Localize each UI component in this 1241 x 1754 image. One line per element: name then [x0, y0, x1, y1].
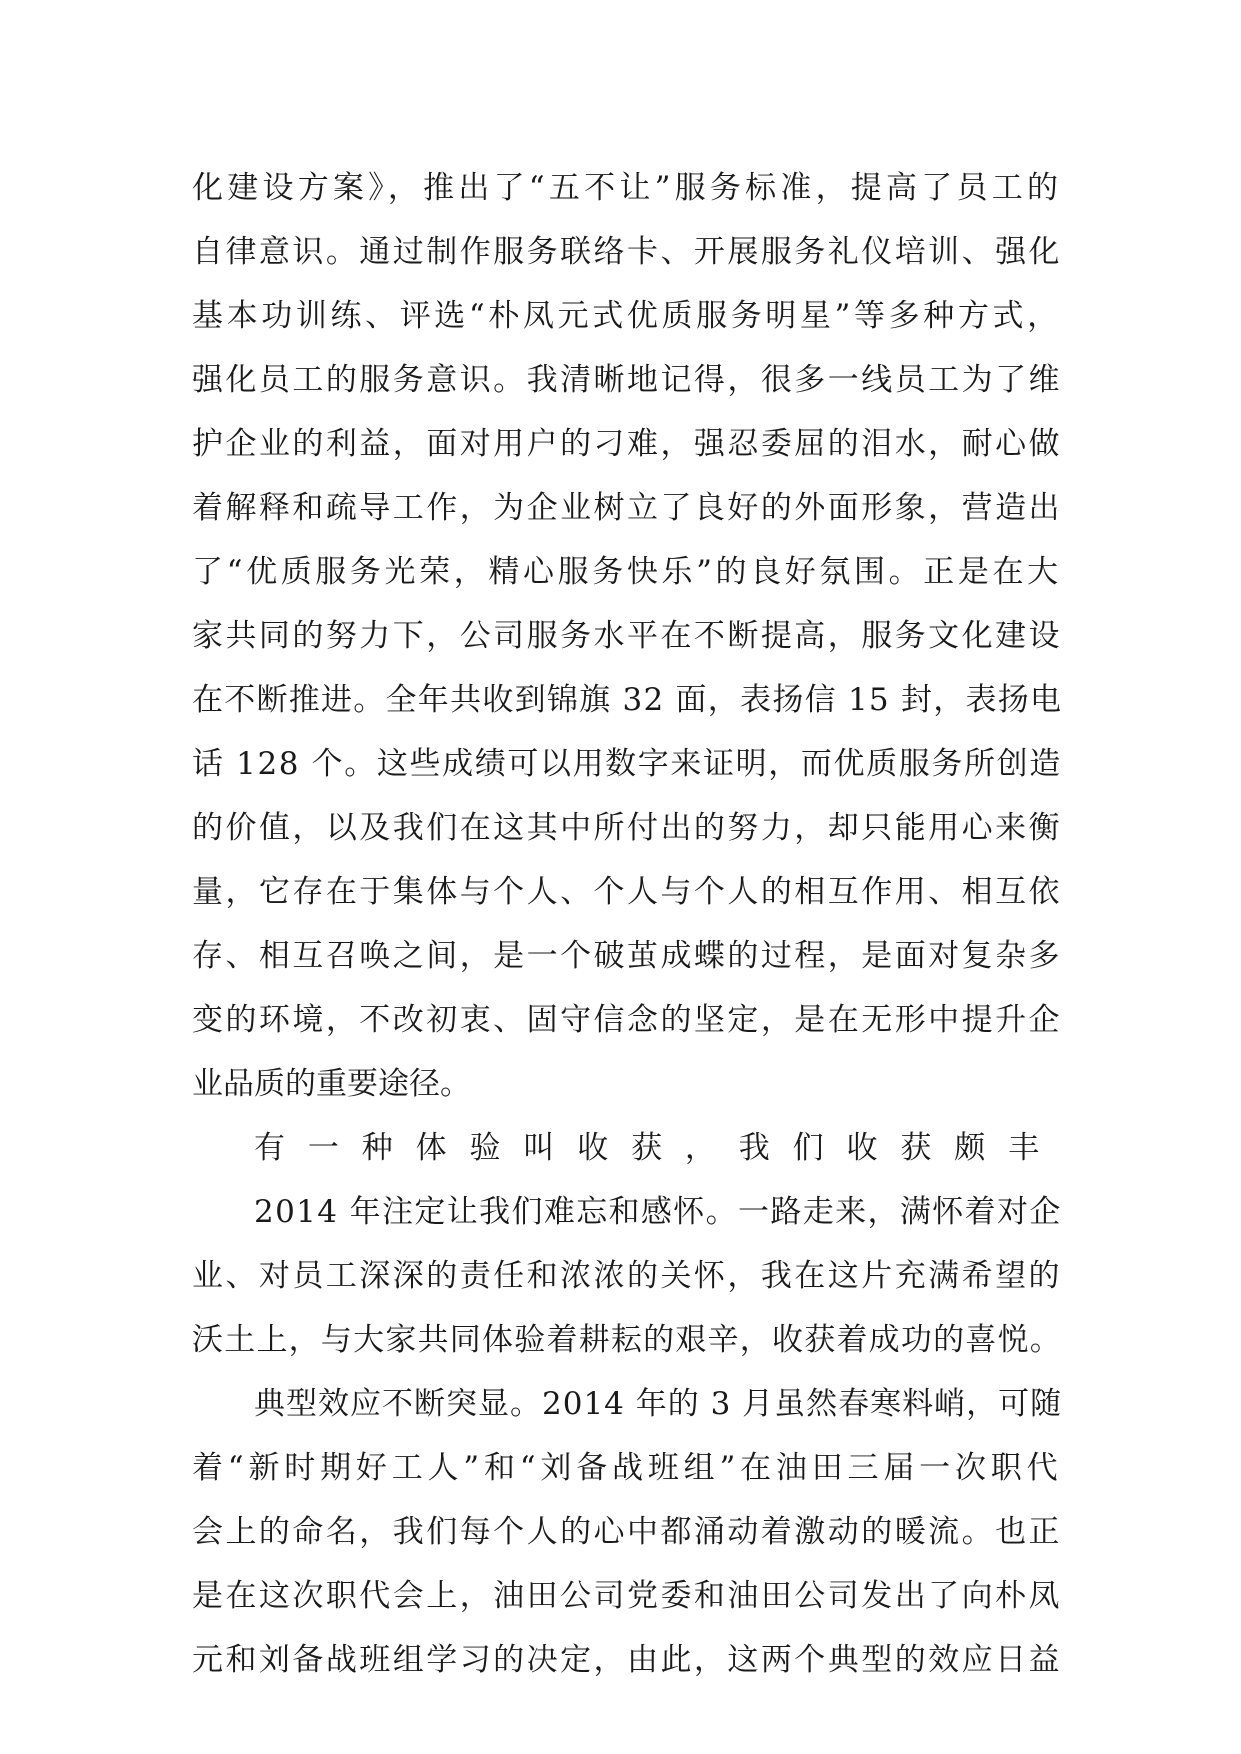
text-line: 护企业的利益，面对用户的刁难，强忍委屈的泪水，耐心做 — [192, 426, 1062, 462]
text-line: 是在这次职代会上，油田公司党委和油田公司发出了向朴凤 — [192, 1578, 1062, 1614]
text-line: 话 128 个。这些成绩可以用数字来证明，而优质服务所创造 — [192, 746, 1062, 782]
text-line: 沃土上，与大家共同体验着耕耘的艰辛，收获着成功的喜悦。 — [192, 1322, 1062, 1358]
text-line: 化建设方案》，推出了“五不让”服务标准，提高了员工的 — [192, 170, 1063, 206]
text-line: 着“新时期好工人”和“刘备战班组”在油田三届一次职代 — [192, 1450, 1063, 1486]
text-line: 业、对员工深深的责任和浓浓的关怀，我在这片充满希望的 — [192, 1258, 1062, 1294]
text-line: 家共同的努力下，公司服务水平在不断提高，服务文化建设 — [192, 618, 1062, 654]
text-line: 典型效应不断突显。2014 年的 3 月虽然春寒料峭，可随 — [254, 1386, 1063, 1422]
text-line: 业品质的重要途径。 — [192, 1066, 471, 1102]
text-line: 的价值，以及我们在这其中所付出的努力，却只能用心来衡 — [192, 810, 1062, 846]
text-line: 变的环境，不改初衷、固守信念的坚定，是在无形中提升企 — [192, 1002, 1062, 1038]
text-line: 在不断推进。全年共收到锦旗 32 面，表扬信 15 封，表扬电 — [192, 682, 1063, 718]
text-line: 存、相互召唤之间，是一个破茧成蝶的过程，是面对复杂多 — [192, 938, 1062, 974]
text-line: 了“优质服务光荣，精心服务快乐”的良好氛围。正是在大 — [192, 554, 1062, 590]
text-line: 2014 年注定让我们难忘和感怀。一路走来，满怀着对企 — [254, 1194, 1062, 1230]
text-line: 基本功训练、评选“朴凤元式优质服务明星”等多种方式， — [192, 298, 1062, 334]
text-line: 自律意识。通过制作服务联络卡、开展服务礼仪培训、强化 — [192, 234, 1062, 270]
section-heading: 有一种体验叫收获，我们收获颇丰 — [254, 1130, 1062, 1166]
text-line: 着解释和疏导工作，为企业树立了良好的外面形象，营造出 — [192, 490, 1062, 526]
text-line: 会上的命名，我们每个人的心中都涌动着激动的暖流。也正 — [192, 1514, 1062, 1550]
text-line: 量，它存在于集体与个人、个人与个人的相互作用、相互依 — [192, 874, 1062, 910]
text-line: 强化员工的服务意识。我清晰地记得，很多一线员工为了维 — [192, 362, 1062, 398]
text-line: 元和刘备战班组学习的决定，由此，这两个典型的效应日益 — [192, 1642, 1062, 1678]
